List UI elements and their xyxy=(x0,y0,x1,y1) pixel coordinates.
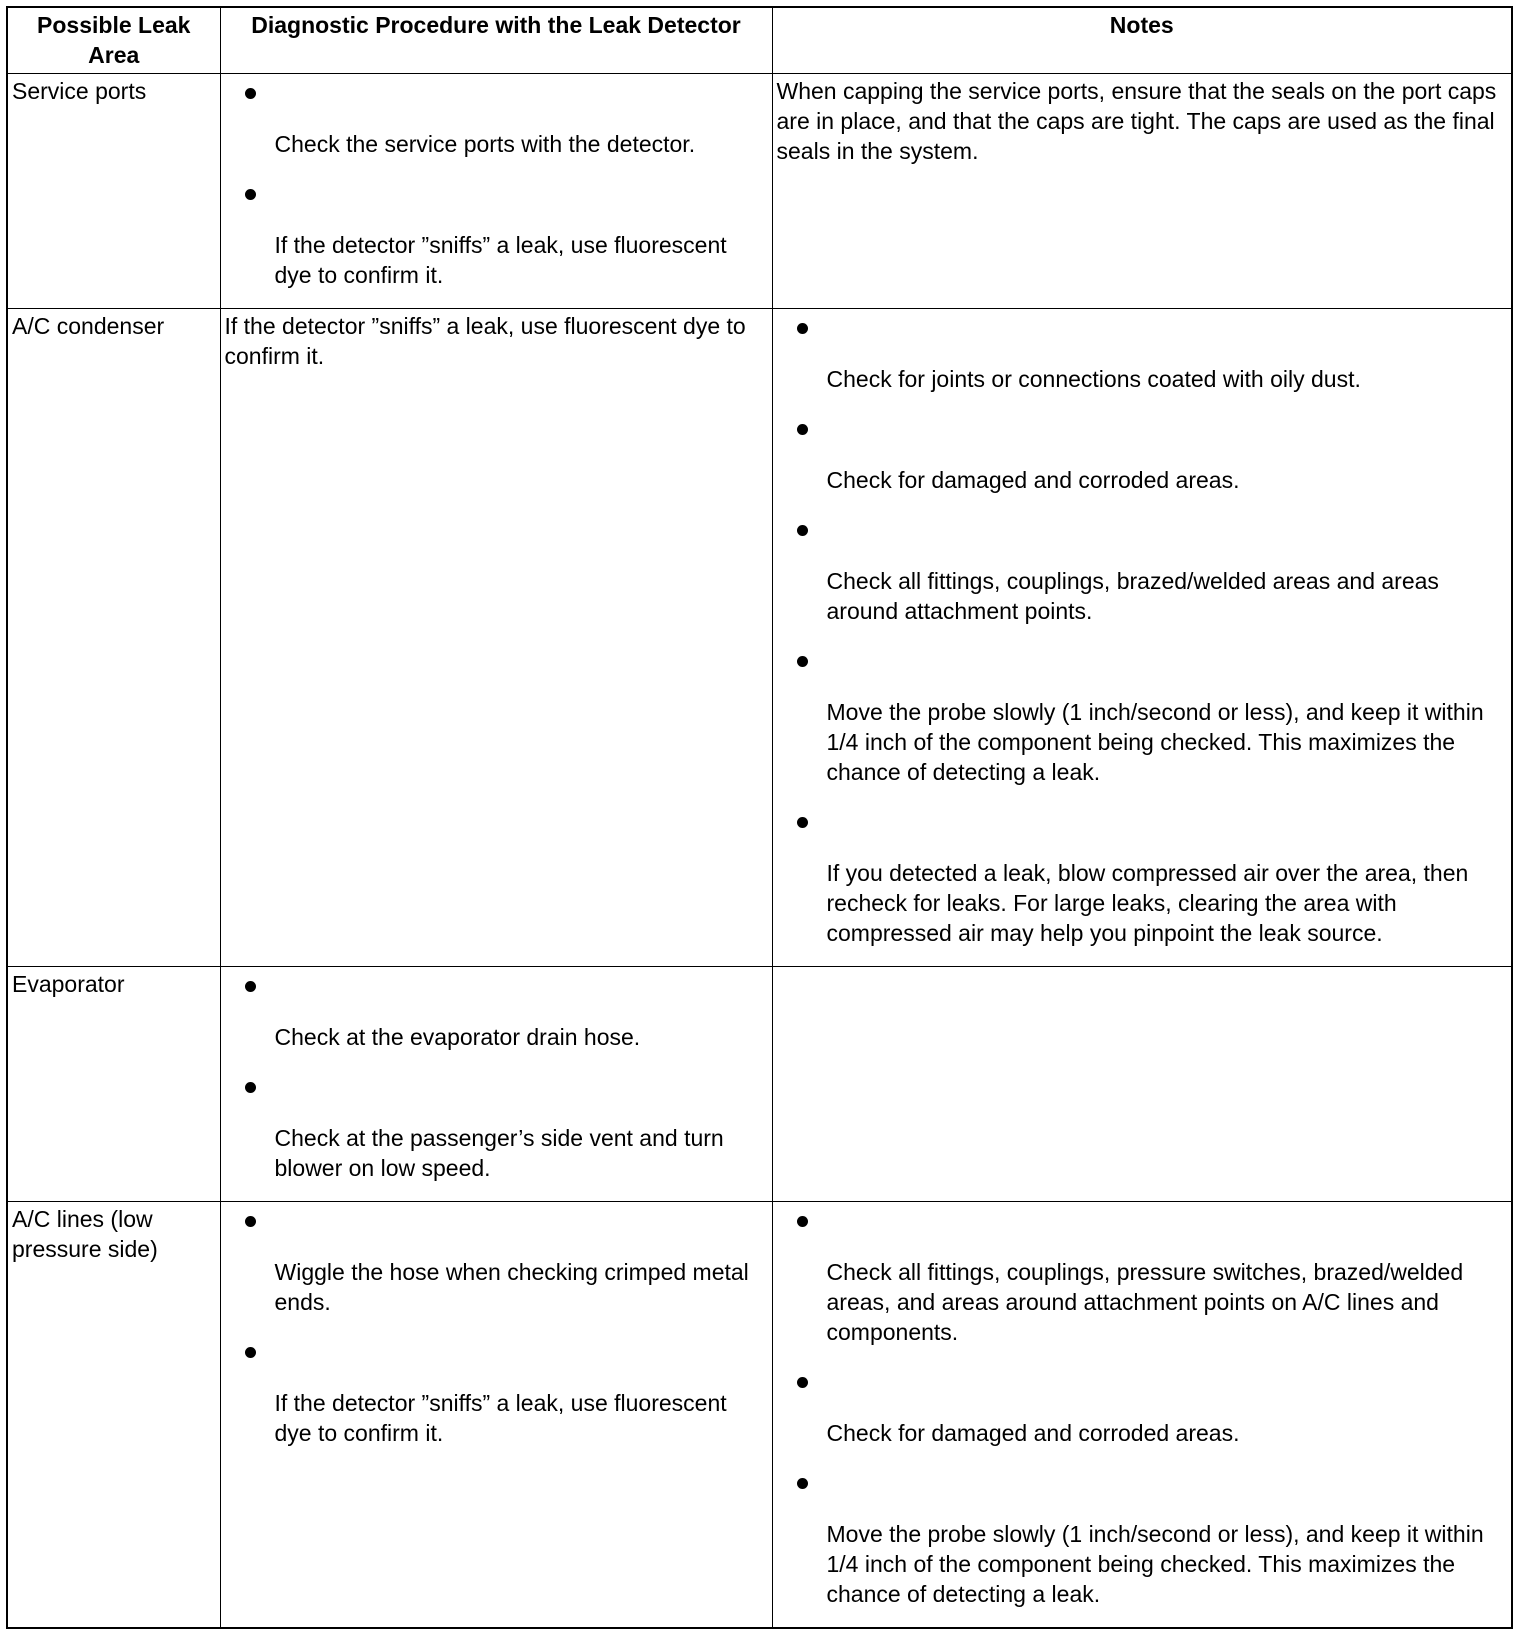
bullet-icon xyxy=(797,1377,808,1388)
bullet-icon xyxy=(245,1082,256,1093)
list-item: Move the probe slowly (1 inch/second or less), and keep it within 1/4 inch of the component being checked. This maximizes the chance of detecting a leak. xyxy=(777,1466,1508,1627)
cell-area: Evaporator xyxy=(7,966,220,1201)
list-item: If the detector ”sniffs” a leak, use fluorescent dye to confirm it. xyxy=(225,177,768,308)
header-procedure: Diagnostic Procedure with the Leak Detector xyxy=(220,7,772,73)
bullet-icon xyxy=(245,1347,256,1358)
header-notes: Notes xyxy=(772,7,1512,73)
list-item: Check at the passenger’s side vent and turn blower on low speed. xyxy=(225,1070,768,1201)
bullet-icon xyxy=(797,817,808,828)
cell-procedure xyxy=(220,1201,772,1628)
table-row xyxy=(7,73,1512,308)
cell-procedure xyxy=(220,966,772,1201)
cell-procedure xyxy=(220,73,772,308)
cell-area: Service ports xyxy=(7,73,220,308)
bullet-icon xyxy=(245,189,256,200)
list-item: Check all fittings, couplings, brazed/welded areas and areas around attachment points. xyxy=(777,513,1508,644)
notes-list xyxy=(777,1204,1508,1627)
table-row xyxy=(7,1201,1512,1628)
cell-area: A/C lines (low pressure side) xyxy=(7,1201,220,1628)
bullet-icon xyxy=(245,1216,256,1227)
bullet-icon xyxy=(797,525,808,536)
header-area: Possible Leak Area xyxy=(7,7,220,73)
list-item: Check all fittings, couplings, pressure switches, brazed/welded areas, and areas around attachment points on A/C lines and components. xyxy=(777,1204,1508,1365)
list-item: Check for joints or connections coated with oily dust. xyxy=(777,311,1508,412)
header-row xyxy=(7,7,1512,73)
bullet-icon xyxy=(245,88,256,99)
table-row xyxy=(7,308,1512,966)
list-item: Check for damaged and corroded areas. xyxy=(777,1365,1508,1466)
list-item: Check the service ports with the detector. xyxy=(225,76,768,177)
bullet-icon xyxy=(797,1216,808,1227)
procedure-list xyxy=(225,1204,768,1466)
cell-notes: When capping the service ports, ensure that the seals on the port caps are in place, and that the caps are tight. The caps are used as the final seals in the system. xyxy=(772,73,1512,308)
bullet-icon xyxy=(797,1478,808,1489)
bullet-icon xyxy=(245,981,256,992)
notes-list xyxy=(777,311,1508,966)
list-item: If the detector ”sniffs” a leak, use fluorescent dye to confirm it. xyxy=(225,1335,768,1466)
list-item: Check for damaged and corroded areas. xyxy=(777,412,1508,513)
table-header xyxy=(7,7,1512,73)
list-item: Move the probe slowly (1 inch/second or less), and keep it within 1/4 inch of the component being checked. This maximizes the chance of detecting a leak. xyxy=(777,644,1508,805)
cell-notes xyxy=(772,308,1512,966)
list-item: Wiggle the hose when checking crimped metal ends. xyxy=(225,1204,768,1335)
leak-diagnosis-table xyxy=(6,6,1513,1629)
table-row xyxy=(7,966,1512,1201)
bullet-icon xyxy=(797,424,808,435)
list-item: If you detected a leak, blow compressed air over the area, then recheck for leaks. For large leaks, clearing the area with compressed air may help you pinpoint the leak source. xyxy=(777,805,1508,966)
procedure-list xyxy=(225,969,768,1201)
cell-procedure: If the detector ”sniffs” a leak, use fluorescent dye to confirm it. xyxy=(220,308,772,966)
procedure-list xyxy=(225,76,768,308)
cell-area: A/C condenser xyxy=(7,308,220,966)
cell-notes xyxy=(772,966,1512,1201)
bullet-icon xyxy=(797,656,808,667)
cell-notes xyxy=(772,1201,1512,1628)
list-item: Check at the evaporator drain hose. xyxy=(225,969,768,1070)
bullet-icon xyxy=(797,323,808,334)
